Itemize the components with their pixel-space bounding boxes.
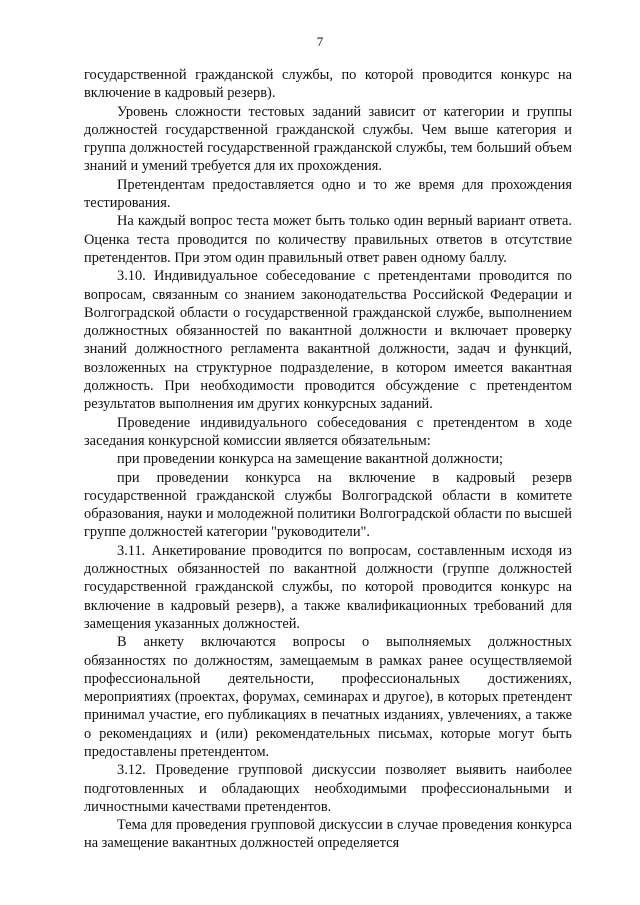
paragraph-section-3-11: 3.11. Анкетирование проводится по вопросам, составленным исходя из должностных обязанностей по вакантной должности (группе должностей государственной гражданской службы, по которой проводится конкурс на включение в кадровый резерв), а также квалификационных требований для замещения указанных должностей.: [84, 542, 572, 632]
paragraph-section-3-12: 3.12. Проведение групповой дискуссии позволяет выявить наиболее подготовленных и обладающих необходимыми профессиональными и личностными качествами претендентов.: [84, 762, 572, 815]
paragraph-continuation: государственной гражданской службы, по которой проводится конкурс на включение в кадровый резерв).: [84, 67, 572, 102]
paragraph-interview-mandatory: Проведение индивидуального собеседования с претендентом в ходе заседания конкурсной комиссии является обязательным:: [84, 414, 572, 449]
paragraph-questionnaire-content: В анкету включаются вопросы о выполняемых должностных обязанностях по должностям, замещаемым в рамках ранее осуществляемой профессиональной деятельности, профессиональных достижениях, мероприятиях (проектах, форумах, семинарах и другое), в которых претендент принимал участие, его публикациях в печатных изданиях, увлечениях, а также о рекомендациях и (или) рекомендательных письмах, которые могут быть предоставлены претендентом.: [84, 634, 572, 760]
paragraph-section-3-10: 3.10. Индивидуальное собеседование с претендентами проводится по вопросам, связанным со знанием законодательства Российской Федерации и Волгоградской области о государственной гражданской службе, выполнением должностных обязанностей по вакантной должности и включает проверку знаний должностного регламента вакантной должности, задач и функций, возложенных на структурное подразделение, в котором имеется вакантная должность. При необходимости проводится обсуждение с претендентом результатов выполнения им других конкурсных заданий.: [84, 268, 572, 413]
paragraph-test-scoring: На каждый вопрос теста может быть только один верный вариант ответа. Оценка теста проводится по количеству правильных ответов в отсутствие претендентов. При этом один правильный ответ равен одному баллу.: [84, 213, 572, 266]
paragraph-interview-case-2: при проведении конкурса на включение в кадровый резерв государственной гражданской службы Волгоградской области в комитете образования, науки и молодежной политики Волгоградской области по высшей группе должностей категории "руководители".: [84, 469, 572, 541]
paragraph-discussion-topic: Тема для проведения групповой дискуссии в случае проведения конкурса на замещение вакантных должностей определяется: [84, 817, 572, 852]
paragraph-test-difficulty: Уровень сложности тестовых заданий зависит от категории и группы должностей государственной гражданской службы. Чем выше категория и группа должностей государственной гражданской службы, тем больший объем знаний и умений требуется для их прохождения.: [84, 103, 572, 175]
paragraph-test-time: Претендентам предоставляется одно и то же время для прохождения тестирования.: [84, 176, 572, 212]
document-body: [84, 66, 572, 853]
page-number: 7: [316, 34, 324, 49]
paragraph-interview-case-1: при проведении конкурса на замещение вакантной должности;: [117, 451, 504, 468]
